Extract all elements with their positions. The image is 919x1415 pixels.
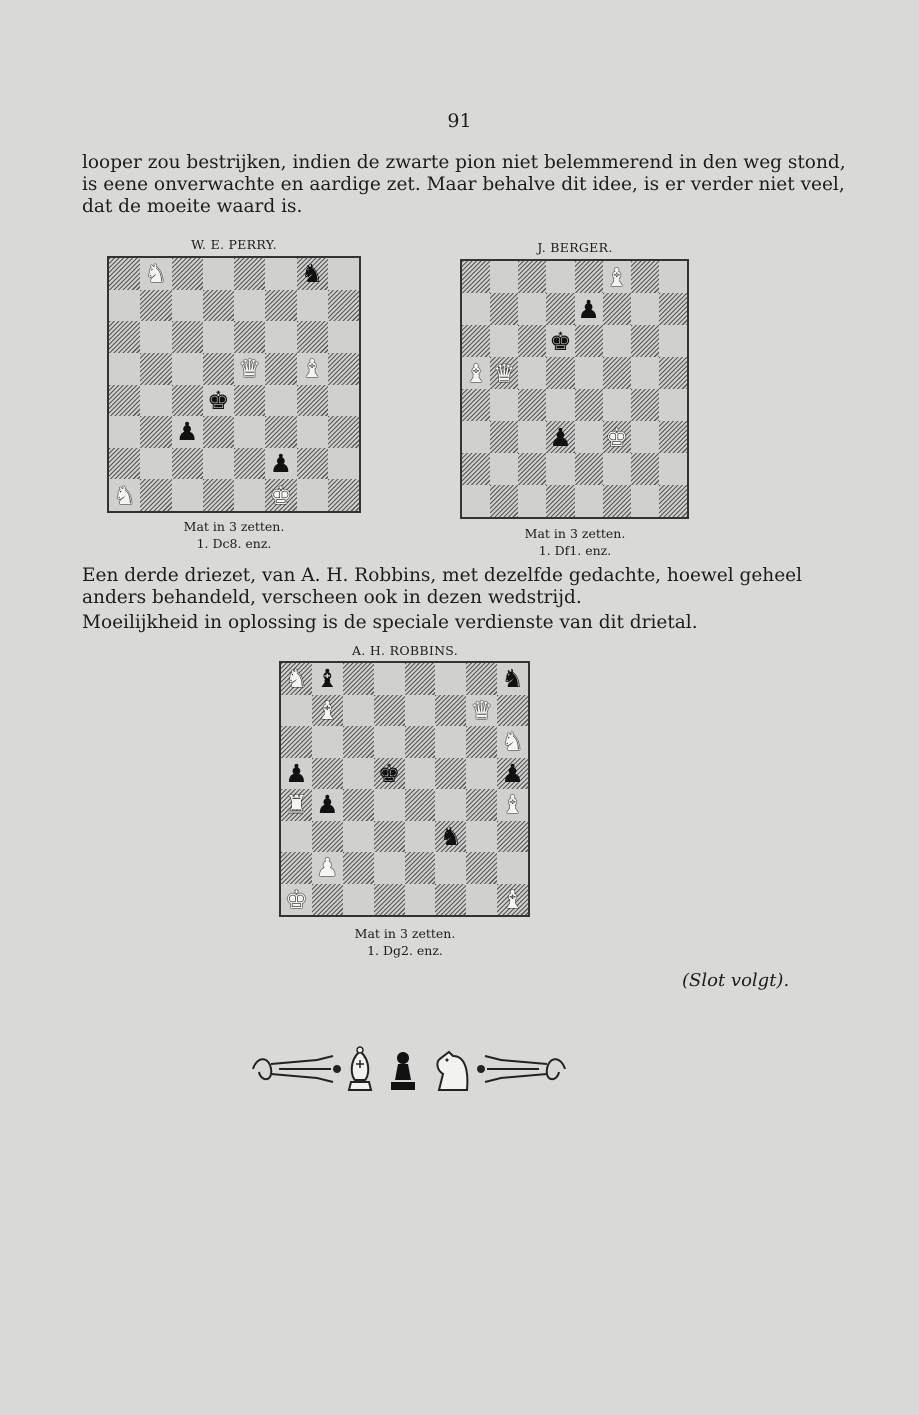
board-square-e7 [405, 695, 436, 727]
black-knight-icon: ♞ [439, 821, 463, 851]
board-square-d6 [203, 321, 234, 353]
board-square-h4 [659, 389, 687, 421]
board-square-b2 [490, 453, 518, 485]
board-square-f3 [603, 421, 631, 453]
board-square-a5 [281, 758, 312, 790]
board-square-b7 [140, 290, 171, 322]
board-square-h3 [328, 416, 359, 448]
black-king-icon: ♚ [377, 758, 401, 788]
board-square-c7 [343, 695, 374, 727]
board-square-f4 [603, 389, 631, 421]
board-square-f7 [265, 290, 296, 322]
board-square-b5 [490, 357, 518, 389]
black-pawn-icon: ♟ [501, 758, 524, 788]
chessboard-robbins [279, 661, 530, 917]
board-square-g6 [297, 321, 328, 353]
board-square-d2 [203, 448, 234, 480]
right-scroll-icon [478, 1056, 565, 1082]
board-square-f1 [603, 485, 631, 517]
white-bishop-icon: ♝ [501, 884, 524, 914]
board-square-c3 [343, 821, 374, 853]
knight-icon [437, 1052, 467, 1090]
board-square-c5 [518, 357, 546, 389]
black-knight-icon: ♞ [300, 259, 324, 289]
board-square-h5 [497, 758, 528, 790]
board-square-b3 [490, 421, 518, 453]
board-square-a3 [462, 421, 490, 453]
bishop-icon [349, 1047, 371, 1090]
board-square-b6 [490, 325, 518, 357]
board-square-a3 [109, 416, 140, 448]
white-rook-icon: ♜ [285, 790, 308, 820]
board-square-a8 [462, 261, 490, 293]
board-square-e5 [234, 353, 265, 385]
board-square-b6 [140, 321, 171, 353]
board-square-f6 [435, 726, 466, 758]
board-square-e3 [575, 421, 603, 453]
board-square-c1 [172, 479, 203, 511]
board-square-d2 [546, 453, 574, 485]
board-square-e2 [405, 852, 436, 884]
white-king-icon: ♚ [605, 422, 628, 452]
black-pawn-icon: ♟ [269, 449, 293, 479]
board-square-c5 [343, 758, 374, 790]
white-pawn-icon: ♟ [316, 853, 339, 883]
black-pawn-icon: ♟ [175, 417, 199, 447]
board-square-a7 [109, 290, 140, 322]
text-line: anders behandeld, verscheen ook in dezen wedstrijd. [82, 587, 582, 608]
board-square-g3 [631, 421, 659, 453]
board-square-h7 [328, 290, 359, 322]
board-square-c7 [172, 290, 203, 322]
board-square-a2 [109, 448, 140, 480]
board-square-f7 [435, 695, 466, 727]
board-square-d7 [203, 290, 234, 322]
board-square-h8 [659, 261, 687, 293]
board-square-h6 [497, 726, 528, 758]
board-square-g8 [466, 663, 497, 695]
board-square-d6 [374, 726, 405, 758]
white-queen-icon: ♛ [470, 695, 493, 725]
intro-paragraph [82, 152, 846, 218]
board-square-b1 [490, 485, 518, 517]
board-square-g4 [631, 389, 659, 421]
white-king-icon: ♚ [269, 480, 293, 510]
board-square-d3 [546, 421, 574, 453]
board-square-d7 [546, 293, 574, 325]
text-line: looper zou bestrijken, indien de zwarte pion niet belemmerend in den weg stond, [82, 152, 846, 173]
middle-paragraph [82, 565, 803, 609]
board-square-g6 [466, 726, 497, 758]
board-square-h5 [659, 357, 687, 389]
board-square-c4 [343, 789, 374, 821]
board-square-f4 [265, 385, 296, 417]
board-square-g3 [297, 416, 328, 448]
board-square-a5 [462, 357, 490, 389]
board-square-g8 [297, 258, 328, 290]
board-square-e3 [405, 821, 436, 853]
white-bishop-icon: ♝ [605, 262, 628, 292]
problem-caption-robbins [280, 925, 530, 959]
board-square-a2 [281, 852, 312, 884]
board-square-b2 [312, 852, 343, 884]
board-square-h6 [659, 325, 687, 357]
board-square-d3 [203, 416, 234, 448]
board-square-c3 [518, 421, 546, 453]
board-square-a7 [281, 695, 312, 727]
board-square-f5 [435, 758, 466, 790]
board-square-a4 [281, 789, 312, 821]
board-square-d8 [374, 663, 405, 695]
board-square-g2 [631, 453, 659, 485]
white-bishop-icon: ♝ [464, 358, 488, 388]
board-square-e5 [405, 758, 436, 790]
left-scroll-icon [253, 1056, 340, 1082]
board-square-c8 [343, 663, 374, 695]
board-square-g7 [631, 293, 659, 325]
board-square-f1 [435, 884, 466, 916]
board-square-c8 [518, 261, 546, 293]
board-square-h7 [659, 293, 687, 325]
board-square-g5 [631, 357, 659, 389]
board-square-h2 [328, 448, 359, 480]
board-square-b1 [140, 479, 171, 511]
board-square-e1 [405, 884, 436, 916]
white-knight-icon: ♞ [501, 727, 524, 757]
board-square-c8 [172, 258, 203, 290]
board-square-d8 [546, 261, 574, 293]
board-square-g7 [466, 695, 497, 727]
board-square-h1 [497, 884, 528, 916]
board-square-a6 [109, 321, 140, 353]
board-square-a6 [281, 726, 312, 758]
board-square-e4 [234, 385, 265, 417]
board-square-e7 [575, 293, 603, 325]
board-square-c6 [172, 321, 203, 353]
board-square-e6 [405, 726, 436, 758]
white-knight-icon: ♞ [285, 664, 308, 694]
closing-note: (Slot volgt). [682, 970, 790, 991]
board-square-b2 [140, 448, 171, 480]
board-square-g1 [466, 884, 497, 916]
black-pawn-icon: ♟ [316, 790, 339, 820]
board-square-e1 [575, 485, 603, 517]
white-bishop-icon: ♝ [316, 695, 339, 725]
board-square-c5 [172, 353, 203, 385]
black-knight-icon: ♞ [501, 664, 524, 694]
board-square-g1 [297, 479, 328, 511]
white-bishop-icon: ♝ [300, 354, 324, 384]
board-square-c1 [343, 884, 374, 916]
board-square-h4 [497, 789, 528, 821]
board-square-d5 [203, 353, 234, 385]
board-square-g7 [297, 290, 328, 322]
board-square-e6 [234, 321, 265, 353]
board-square-a4 [109, 385, 140, 417]
board-square-h3 [497, 821, 528, 853]
board-square-d8 [203, 258, 234, 290]
board-square-a1 [281, 884, 312, 916]
board-square-h1 [328, 479, 359, 511]
problem-author: A. H. ROBBINS. [351, 643, 459, 658]
board-square-a1 [109, 479, 140, 511]
board-square-c1 [518, 485, 546, 517]
chessboard-perry [107, 256, 361, 513]
black-pawn-icon: ♟ [577, 294, 600, 324]
board-square-e8 [234, 258, 265, 290]
board-square-e2 [234, 448, 265, 480]
board-square-d5 [374, 758, 405, 790]
board-square-e5 [575, 357, 603, 389]
board-square-e8 [405, 663, 436, 695]
problem-author: W. E. PERRY. [191, 237, 277, 252]
board-square-g5 [297, 353, 328, 385]
black-pawn-icon: ♟ [285, 758, 308, 788]
board-square-d4 [203, 385, 234, 417]
text-line: Moeilijkheid in oplossing is de speciale verdienste van dit drietal. [82, 612, 698, 633]
board-square-b1 [312, 884, 343, 916]
board-square-b3 [140, 416, 171, 448]
board-square-h8 [497, 663, 528, 695]
chessboard-berger [460, 259, 689, 519]
board-square-g5 [466, 758, 497, 790]
chess-ornament [249, 1042, 569, 1096]
board-square-g8 [631, 261, 659, 293]
solution: 1. Df1. enz. [538, 543, 612, 558]
board-square-c2 [343, 852, 374, 884]
board-square-f8 [603, 261, 631, 293]
board-square-b8 [312, 663, 343, 695]
board-square-h4 [328, 385, 359, 417]
text-line: is eene onverwachte en aardige zet. Maar behalve dit idee, is er verder niet veel, [82, 174, 845, 195]
page-number: 91 [447, 110, 472, 132]
board-square-e2 [575, 453, 603, 485]
board-square-c7 [518, 293, 546, 325]
board-square-d7 [374, 695, 405, 727]
board-square-d4 [374, 789, 405, 821]
problem-caption-perry [108, 518, 360, 552]
board-square-d3 [374, 821, 405, 853]
difficulty-paragraph [82, 612, 770, 634]
board-square-c2 [518, 453, 546, 485]
board-square-b6 [312, 726, 343, 758]
board-square-f5 [265, 353, 296, 385]
board-square-f3 [435, 821, 466, 853]
board-square-b8 [490, 261, 518, 293]
board-square-h1 [659, 485, 687, 517]
board-square-f7 [603, 293, 631, 325]
board-square-e3 [234, 416, 265, 448]
board-square-f5 [603, 357, 631, 389]
board-square-h3 [659, 421, 687, 453]
board-square-g1 [631, 485, 659, 517]
board-square-d2 [374, 852, 405, 884]
board-square-e6 [575, 325, 603, 357]
board-square-a7 [462, 293, 490, 325]
board-square-f6 [603, 325, 631, 357]
board-square-e4 [405, 789, 436, 821]
board-square-a3 [281, 821, 312, 853]
black-king-icon: ♚ [207, 385, 230, 415]
text-line: Een derde driezet, van A. H. Robbins, met dezelfde gedachte, hoewel geheel [82, 565, 803, 586]
board-square-d1 [546, 485, 574, 517]
board-square-d4 [546, 389, 574, 421]
board-square-d1 [203, 479, 234, 511]
white-queen-icon: ♛ [492, 358, 516, 388]
board-square-f2 [603, 453, 631, 485]
board-square-a5 [109, 353, 140, 385]
solution: 1. Dc8. enz. [196, 536, 272, 551]
stipulation: Mat in 3 zetten. [183, 519, 285, 534]
black-pawn-icon: ♟ [549, 422, 572, 452]
board-square-g4 [466, 789, 497, 821]
board-square-c4 [518, 389, 546, 421]
board-square-c2 [172, 448, 203, 480]
board-square-h6 [328, 321, 359, 353]
board-square-c6 [343, 726, 374, 758]
black-bishop-icon: ♝ [316, 664, 339, 694]
problem-caption-berger [461, 525, 689, 559]
board-square-f6 [265, 321, 296, 353]
board-square-h8 [328, 258, 359, 290]
board-square-g2 [297, 448, 328, 480]
board-square-a1 [462, 485, 490, 517]
board-square-h5 [328, 353, 359, 385]
board-square-c3 [172, 416, 203, 448]
board-square-b8 [140, 258, 171, 290]
board-square-c4 [172, 385, 203, 417]
board-square-c6 [518, 325, 546, 357]
board-square-g3 [466, 821, 497, 853]
board-square-e1 [234, 479, 265, 511]
board-square-d6 [546, 325, 574, 357]
board-square-b4 [490, 389, 518, 421]
board-square-a2 [462, 453, 490, 485]
board-square-a6 [462, 325, 490, 357]
white-king-icon: ♚ [285, 884, 308, 914]
board-square-f2 [435, 852, 466, 884]
problem-author: J. BERGER. [537, 240, 613, 255]
board-square-e8 [575, 261, 603, 293]
board-square-a4 [462, 389, 490, 421]
board-square-b4 [140, 385, 171, 417]
board-square-f8 [435, 663, 466, 695]
board-square-g6 [631, 325, 659, 357]
board-square-a8 [281, 663, 312, 695]
board-square-f8 [265, 258, 296, 290]
white-bishop-icon: ♝ [501, 790, 524, 820]
white-queen-icon: ♛ [238, 354, 261, 384]
board-square-f3 [265, 416, 296, 448]
board-square-g4 [297, 385, 328, 417]
solution: 1. Dg2. enz. [367, 943, 443, 958]
board-square-b4 [312, 789, 343, 821]
board-square-b7 [312, 695, 343, 727]
stipulation: Mat in 3 zetten. [354, 926, 456, 941]
board-square-e4 [575, 389, 603, 421]
board-square-b7 [490, 293, 518, 325]
board-square-b5 [312, 758, 343, 790]
board-square-d5 [546, 357, 574, 389]
text-line: dat de moeite waard is. [82, 196, 303, 217]
black-king-icon: ♚ [549, 326, 572, 356]
board-square-f1 [265, 479, 296, 511]
board-square-b5 [140, 353, 171, 385]
board-square-e7 [234, 290, 265, 322]
board-square-g2 [466, 852, 497, 884]
board-square-d1 [374, 884, 405, 916]
board-square-a8 [109, 258, 140, 290]
board-square-h2 [659, 453, 687, 485]
stipulation: Mat in 3 zetten. [524, 526, 626, 541]
white-knight-icon: ♞ [113, 480, 136, 510]
pawn-icon [391, 1052, 415, 1090]
board-square-b3 [312, 821, 343, 853]
board-square-f4 [435, 789, 466, 821]
white-knight-icon: ♞ [144, 259, 168, 289]
board-square-f2 [265, 448, 296, 480]
board-square-h2 [497, 852, 528, 884]
board-square-h7 [497, 695, 528, 727]
